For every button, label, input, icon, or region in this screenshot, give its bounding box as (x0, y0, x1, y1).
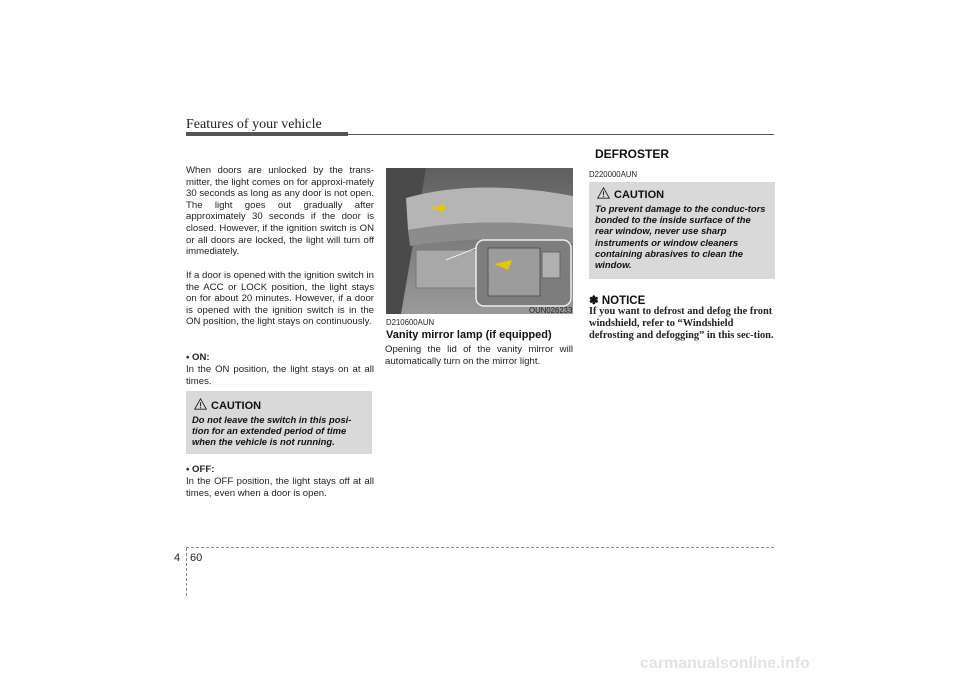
interior-light-paragraph-2: If a door is opened with the ignition switch in the ACC or LOCK position, the light stays on for about 20 minutes. However, if a door is opened with the ignition switch is in the ON position, the light stays on continuously. (186, 270, 374, 328)
off-label: • OFF: (186, 464, 215, 475)
section-code-defroster: D220000AUN (589, 170, 638, 179)
footer-vertical-rule (186, 548, 187, 596)
caution-title: CAUTION (614, 189, 665, 201)
header-rule-thick (186, 132, 348, 136)
notice-heading: ✽ NOTICE (589, 295, 646, 307)
chapter-number: 4 (174, 552, 181, 564)
vanity-mirror-heading: Vanity mirror lamp (if equipped) (386, 329, 552, 341)
page-number: 60 (190, 552, 203, 564)
off-description: In the OFF position, the light stays off at all times, even when a door is open. (186, 476, 374, 499)
vanity-mirror-text: Opening the lid of the vanity mirror will automatically turn on the mirror light. (385, 344, 573, 367)
footer-rule (186, 547, 774, 548)
caution-text: Do not leave the switch in this posi-tion for an extended period of time when the vehicle is not running. (192, 414, 352, 448)
section-code: D210600AUN (386, 318, 435, 327)
notice-text: If you want to defrost and defog the front windshield, refer to “Windshield defrosting and defogging” in this sec-tion. (589, 306, 774, 341)
page-header-title: Features of your vehicle (186, 117, 322, 132)
caution-text: To prevent damage to the conduc-tors bonded to the inside surface of the rear window, never use sharp instruments or window cleaners containing abrasives to clean the window. (595, 203, 766, 271)
on-description: In the ON position, the light stays on at all times. (186, 364, 374, 387)
caution-title: CAUTION (211, 400, 262, 412)
vanity-mirror-photo (386, 168, 573, 314)
warning-triangle-icon (194, 398, 207, 410)
defroster-heading: DEFROSTER (595, 147, 670, 161)
interior-light-paragraph-1: When doors are unlocked by the trans-mitter, the light comes on for approxi-mately 30 seconds as long as any door is not open. The light goes out gradually after approximately 30 seconds if the door is closed. However, if the ignition switch is ON or all doors are locked, the light will turn off immediately. (186, 165, 374, 258)
warning-triangle-icon (597, 187, 610, 199)
header-rule (348, 134, 774, 135)
watermark: carmanualsonline.info (640, 655, 810, 672)
on-label: • ON: (186, 352, 210, 363)
photo-id-caption: OUN026233 (529, 306, 573, 315)
